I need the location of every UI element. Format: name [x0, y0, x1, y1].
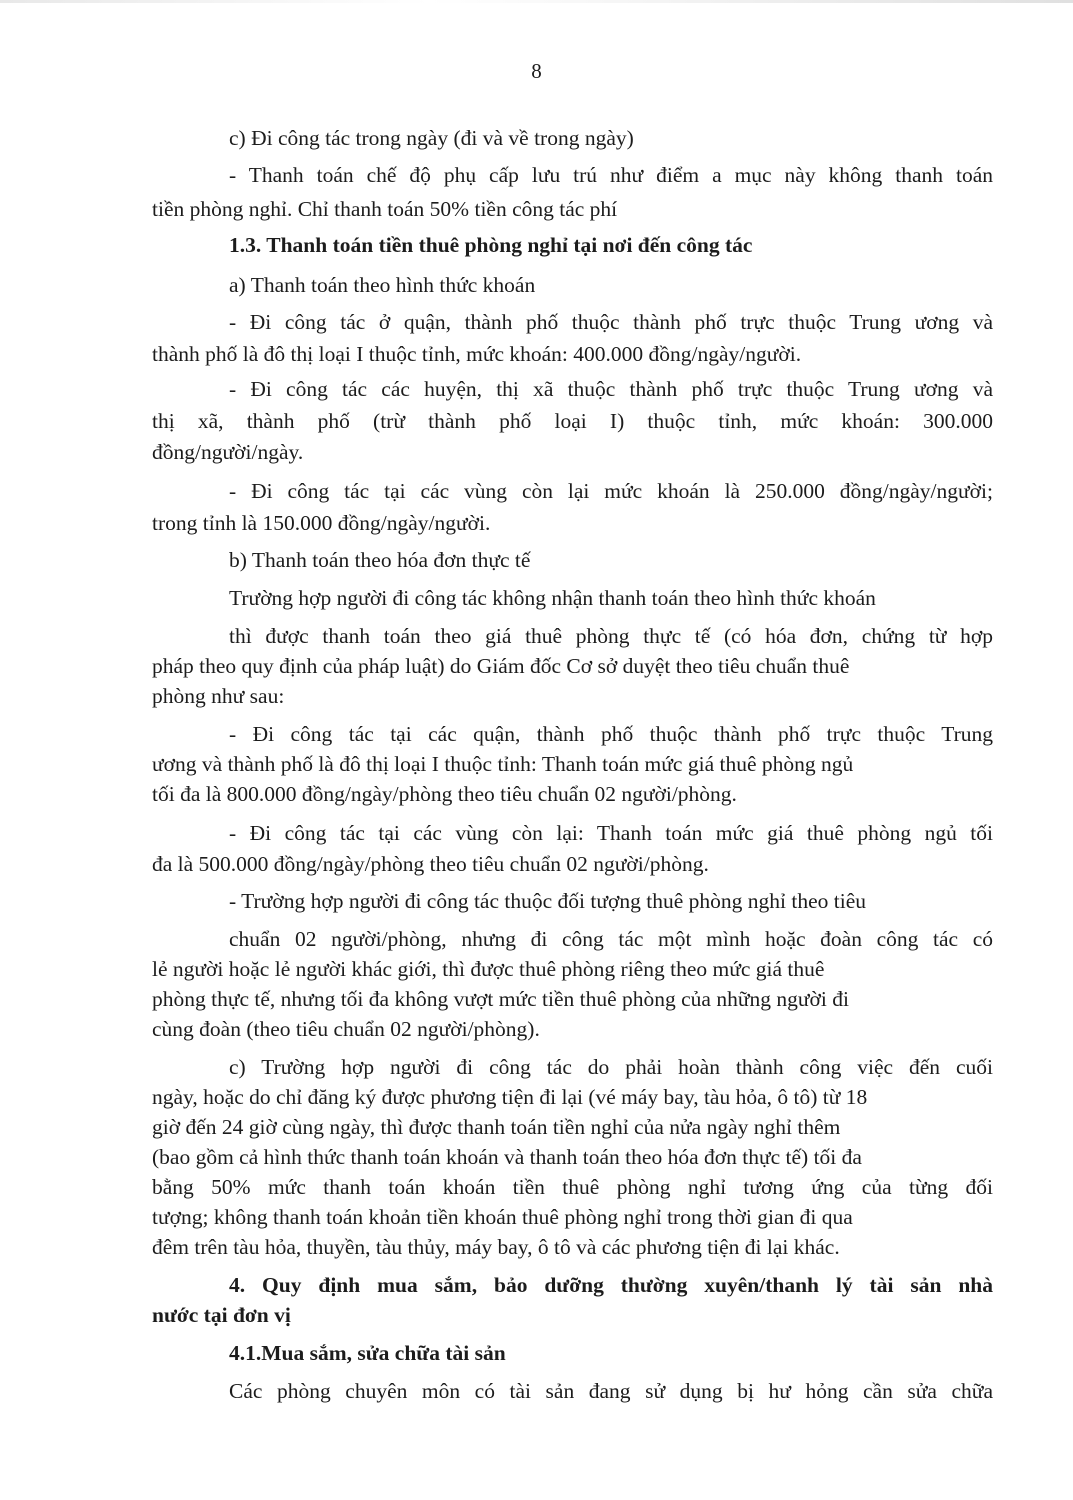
text-line: - Trường hợp người đi công tác thuộc đối tượng thuê phòng nghỉ theo tiêu: [229, 889, 867, 913]
text-line: thì được thanh toán theo giá thuê phòng thực tế (có hóa đơn, chứng từ hợp: [229, 624, 993, 648]
text-line: lẻ người hoặc lẻ người khác giới, thì được thuê phòng riêng theo mức giá thuê: [152, 957, 825, 981]
text-line: pháp theo quy định của pháp luật) do Giám đốc Cơ sở duyệt theo tiêu chuẩn thuê: [152, 654, 850, 678]
text-line: - Đi công tác tại các vùng còn lại mức khoán là 250.000 đồng/ngày/người;: [229, 479, 993, 503]
text-line: - Đi công tác các huyện, thị xã thuộc thành phố trực thuộc Trung ương và: [229, 377, 993, 401]
text-line: (bao gồm cả hình thức thanh toán khoán và thanh toán theo hóa đơn thực tế) tối đa: [152, 1145, 862, 1169]
text-line: b) Thanh toán theo hóa đơn thực tế: [229, 548, 531, 572]
section-heading: 4. Quy định mua sắm, bảo dưỡng thường xuyên/thanh lý tài sản nhà: [229, 1273, 993, 1297]
text-line: tiền phòng nghỉ. Chỉ thanh toán 50% tiền công tác phí: [152, 197, 618, 221]
text-line: đêm trên tàu hỏa, thuyền, tàu thủy, máy bay, ô tô và các phương tiện đi lại khác.: [152, 1235, 840, 1259]
text-line: ương và thành phố là đô thị loại I thuộc tỉnh: Thanh toán mức giá thuê phòng ngủ: [152, 752, 854, 776]
text-line: Các phòng chuyên môn có tài sản đang sử dụng bị hư hỏng cần sửa chữa: [229, 1379, 993, 1403]
text-line: thành phố là đô thị loại I thuộc tỉnh, mức khoán: 400.000 đồng/ngày/người.: [152, 342, 802, 366]
text-line: - Đi công tác ở quận, thành phố thuộc thành phố trực thuộc Trung ương và: [229, 310, 993, 334]
text-line: c) Trường hợp người đi công tác do phải hoàn thành công việc đến cuối: [229, 1055, 993, 1079]
text-line: Trường hợp người đi công tác không nhận thanh toán theo hình thức khoán: [229, 586, 876, 610]
subsection-heading: 4.1.Mua sắm, sửa chữa tài sản: [229, 1341, 506, 1365]
text-line: - Đi công tác tại các quận, thành phố thuộc thành phố trực thuộc Trung: [229, 722, 993, 746]
text-line: chuẩn 02 người/phòng, nhưng đi công tác một mình hoặc đoàn công tác có: [229, 927, 993, 951]
text-line: đồng/người/ngày.: [152, 440, 304, 464]
text-line: a) Thanh toán theo hình thức khoán: [229, 273, 536, 297]
text-line: ngày, hoặc do chỉ đăng ký được phương tiện đi lại (vé máy bay, tàu hỏa, ô tô) từ 18: [152, 1085, 868, 1109]
text-line: trong tỉnh là 150.000 đồng/ngày/người.: [152, 511, 491, 535]
text-line: giờ đến 24 giờ cùng ngày, thì được thanh toán tiền nghỉ của nửa ngày nghỉ thêm: [152, 1115, 841, 1139]
text-line: - Đi công tác tại các vùng còn lại: Thanh toán mức giá thuê phòng ngủ tối: [229, 821, 993, 845]
section-heading: 1.3. Thanh toán tiền thuê phòng nghỉ tại nơi đến công tác: [229, 233, 753, 257]
page-number: 8: [531, 59, 542, 83]
scan-edge: [0, 0, 1073, 3]
text-line: - Thanh toán chế độ phụ cấp lưu trú như điểm a mục này không thanh toán: [229, 163, 993, 187]
text-line: thị xã, thành phố (trừ thành phố loại I) thuộc tỉnh, mức khoán: 300.000: [152, 409, 993, 433]
text-line: phòng như sau:: [152, 684, 285, 708]
text-line: bằng 50% mức thanh toán khoán tiền thuê phòng nghỉ tương ứng của từng đối: [152, 1175, 993, 1199]
text-line: đa là 500.000 đồng/ngày/phòng theo tiêu chuẩn 02 người/phòng.: [152, 852, 709, 876]
text-line: tối đa là 800.000 đồng/ngày/phòng theo tiêu chuẩn 02 người/phòng.: [152, 782, 737, 806]
section-heading: nước tại đơn vị: [152, 1303, 291, 1327]
text-line: cùng đoàn (theo tiêu chuẩn 02 người/phòng).: [152, 1017, 540, 1041]
text-line: tượng; không thanh toán khoản tiền khoán thuê phòng nghỉ trong thời gian đi qua: [152, 1205, 853, 1229]
text-line: phòng thực tế, nhưng tối đa không vượt mức tiền thuê phòng của những người đi: [152, 987, 849, 1011]
text-line: c) Đi công tác trong ngày (đi và về trong ngày): [229, 126, 634, 150]
